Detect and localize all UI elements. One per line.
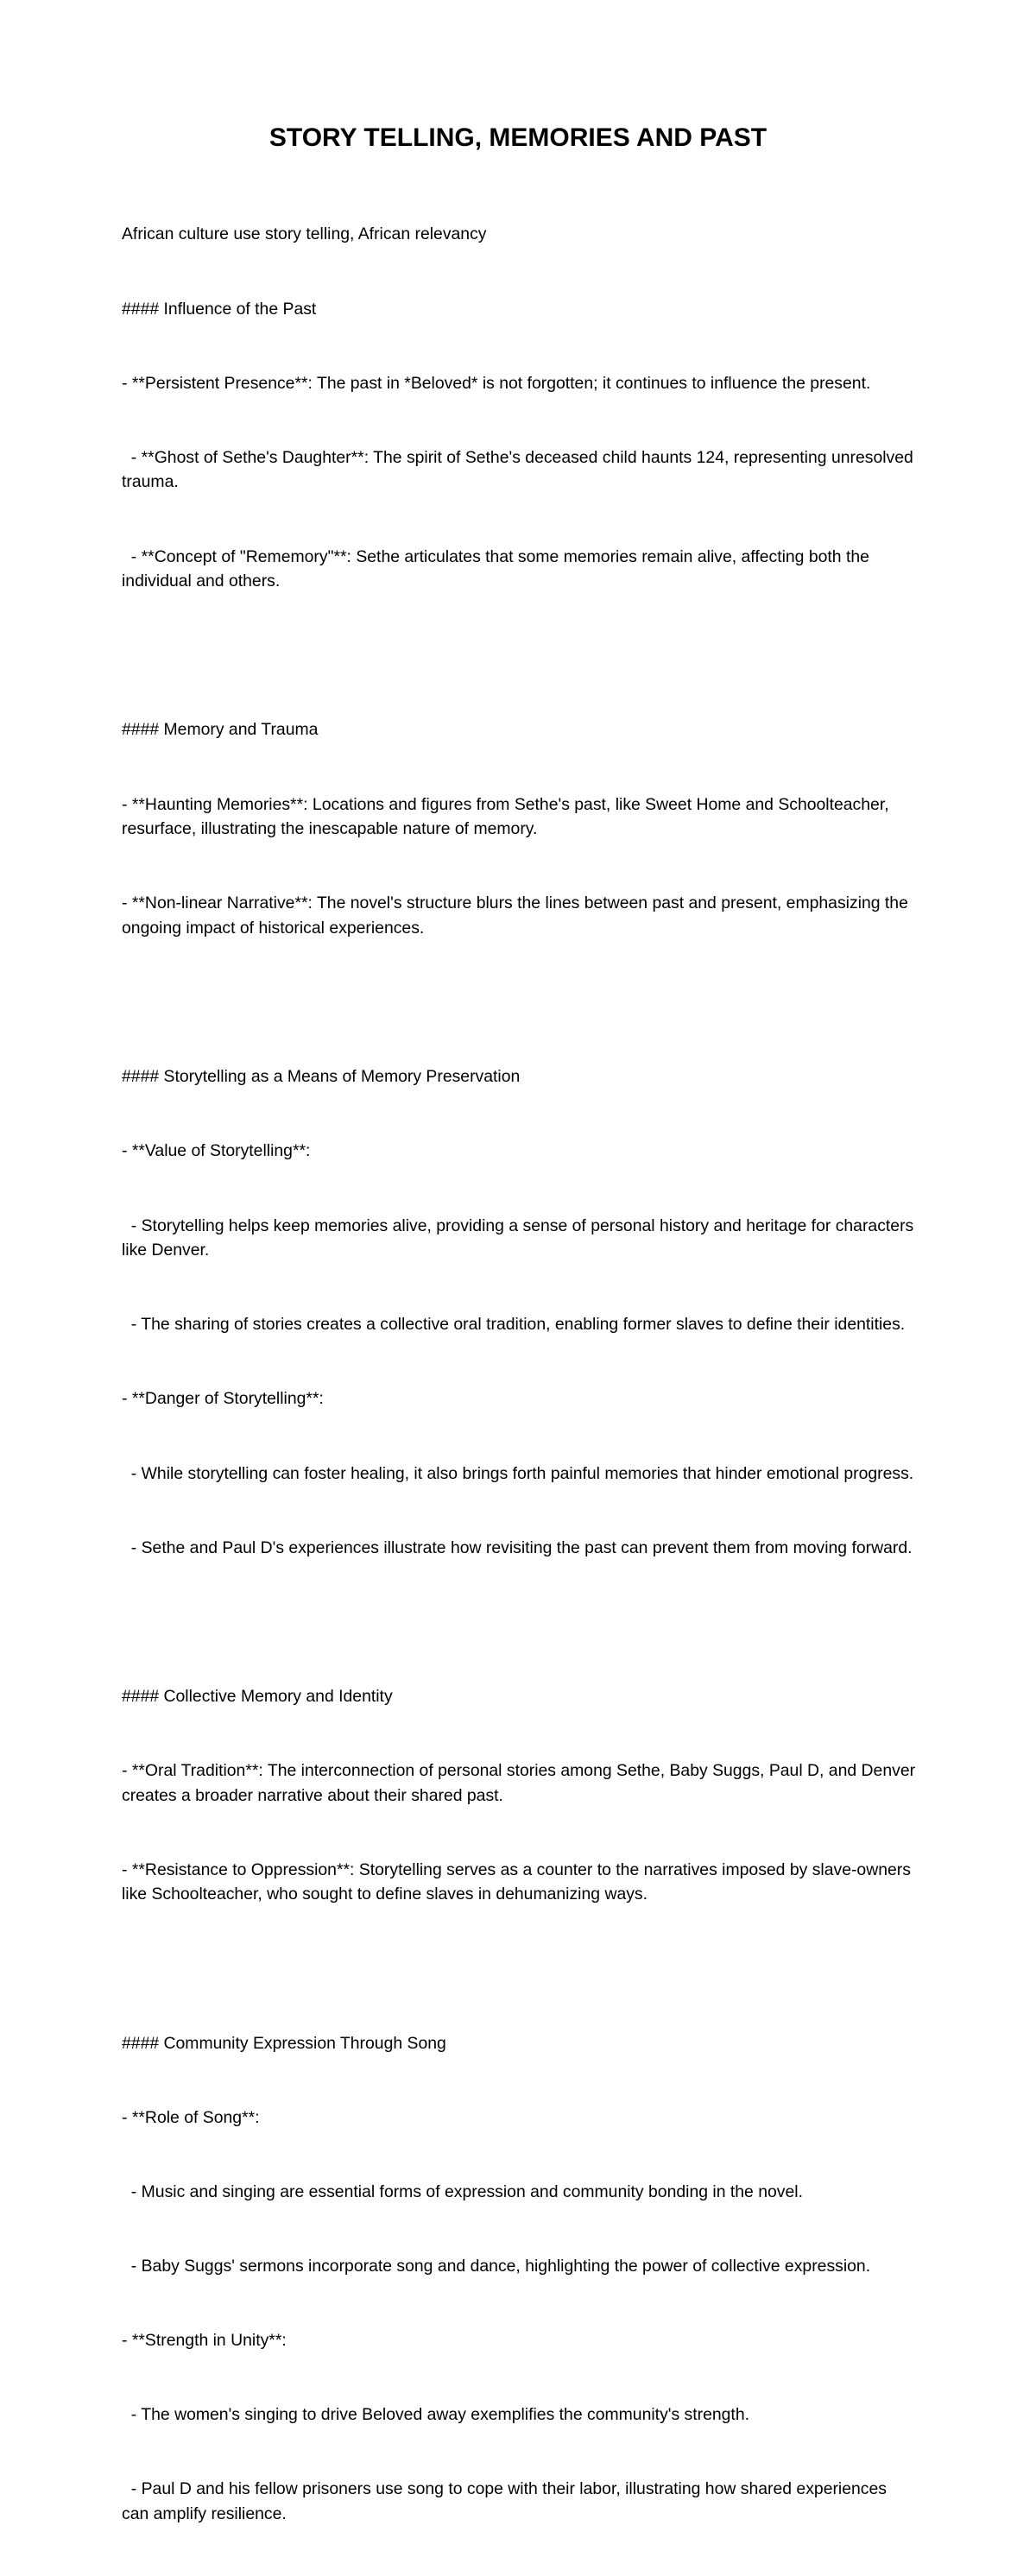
body-line: - **Persistent Presence**: The past in *Beloved* is not forgotten; it continues to influence the present.	[122, 373, 871, 393]
blank-line	[122, 990, 916, 1015]
body-line: - Paul D and his fellow prisoners use song to cope with their labor, illustrating how shared experiences can amplify resilience.	[122, 2479, 892, 2524]
body-line: - **Resistance to Oppression**: Storytelling serves as a counter to the narratives imposed by slave-owners like Schoolteacher, who sought to define slaves in dehumanizing ways.	[122, 1859, 916, 1904]
body-line: - **Oral Tradition**: The interconnection of personal stories among Sethe, Baby Suggs, Paul D, and Denver creates a broader narrative about their shared past.	[122, 1760, 920, 1805]
body-line: - **Haunting Memories**: Locations and figures from Sethe's past, like Sweet Home and Schoolteacher, resurface, illustrating the inescapable nature of memory.	[122, 794, 894, 839]
body-line: - While storytelling can foster healing, it also brings forth painful memories that hinder emotional progress.	[122, 1463, 914, 1483]
body-line: - Storytelling helps keep memories alive, providing a sense of personal history and heritage for characters like Denver.	[122, 1215, 919, 1260]
blank-line	[122, 643, 916, 668]
body-line: - **Strength in Unity**:	[122, 2331, 287, 2351]
document-title: STORY TELLING, MEMORIES AND PAST	[268, 123, 768, 152]
body-line: - **Ghost of Sethe's Daughter**: The spirit of Sethe's deceased child haunts 124, representing unresolved trauma.	[122, 447, 919, 492]
section-heading: #### Community Expression Through Song	[122, 2033, 446, 2053]
body-line: - The sharing of stories creates a collective oral tradition, enabling former slaves to define their identities.	[122, 1315, 906, 1335]
section-heading: #### Collective Memory and Identity	[122, 1686, 393, 1706]
body-line: - **Value of Storytelling**:	[122, 1141, 311, 1161]
body-line: - Baby Suggs' sermons incorporate song and dance, highlighting the power of collective expression.	[122, 2257, 871, 2276]
section-heading: #### Influence of the Past	[122, 299, 317, 319]
body-line: African culture use story telling, African relevancy	[122, 224, 487, 244]
body-line: - **Non-linear Narrative**: The novel's structure blurs the lines between past and present, emphasizing the ongoing impact of historical experiences.	[122, 893, 913, 938]
body-line: - **Role of Song**:	[122, 2107, 260, 2127]
section-heading: #### Storytelling as a Means of Memory Preservation	[122, 1067, 521, 1087]
document-body	[122, 173, 920, 2576]
body-line: - **Danger of Storytelling**:	[122, 1389, 324, 1409]
blank-line	[122, 1957, 916, 1982]
body-line: - Sethe and Paul D's experiences illustrate how revisiting the past can prevent them from moving forward.	[122, 1537, 913, 1557]
document-page	[122, 117, 920, 2576]
body-line: - Music and singing are essential forms of expression and community bonding in the novel.	[122, 2181, 803, 2201]
body-line: - The women's singing to drive Beloved away exemplifies the community's strength.	[122, 2405, 749, 2425]
body-line: - **Concept of "Rememory"**: Sethe articulates that some memories remain alive, affecting both the individual and others.	[122, 546, 875, 591]
blank-line	[122, 1610, 916, 1635]
section-heading: #### Memory and Trauma	[122, 720, 319, 740]
